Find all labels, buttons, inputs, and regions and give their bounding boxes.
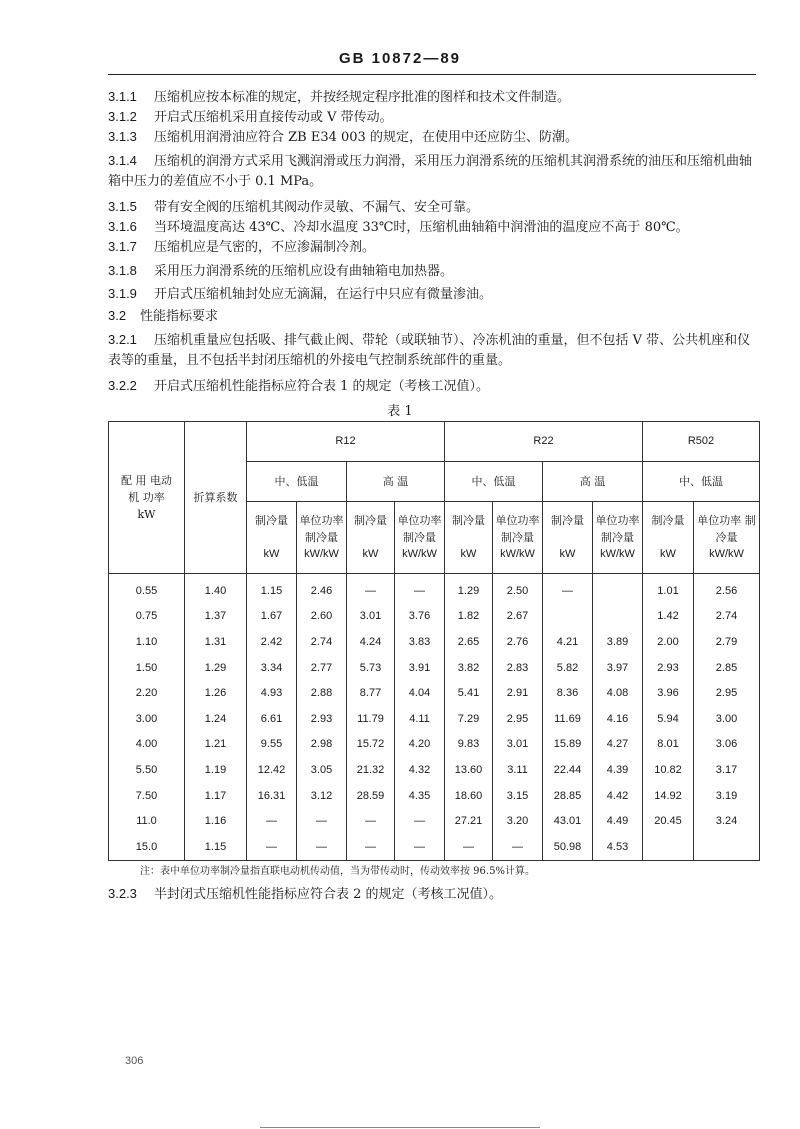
value-cell: 3.06 — [694, 732, 760, 758]
paragraph — [108, 376, 758, 397]
value-cell: 2.60 — [297, 604, 347, 630]
temp-group-header: 高 温 — [543, 462, 643, 502]
value-cell: 4.20 — [395, 732, 445, 758]
motor-power-cell: 3.00 — [109, 706, 185, 732]
clause-number: 3.1.4 — [108, 153, 137, 168]
table-row — [109, 783, 760, 809]
value-cell: 3.20 — [493, 808, 543, 834]
clause-number: 3.2.3 — [108, 886, 137, 901]
temp-group-header: 中、低温 — [247, 462, 347, 502]
value-cell — [593, 574, 643, 604]
clause-text: 压缩机应是气密的，不应渗漏制冷剂。 — [154, 240, 376, 255]
table-row — [109, 629, 760, 655]
refrigerant-r502-header: R502 — [643, 422, 760, 462]
table-row — [109, 808, 760, 834]
paragraph — [108, 87, 758, 108]
temp-group-header: 中、低温 — [643, 462, 760, 502]
value-cell: 5.94 — [643, 706, 694, 732]
value-cell: 2.46 — [297, 574, 347, 604]
table-row — [109, 706, 760, 732]
value-cell: 1.67 — [247, 604, 297, 630]
table-row — [109, 655, 760, 681]
table-row — [109, 604, 760, 630]
value-cell: 2.91 — [493, 680, 543, 706]
paragraph-3-2-3 — [108, 884, 758, 905]
value-cell: 22.44 — [543, 757, 593, 783]
paragraph — [108, 107, 758, 128]
value-cell: 13.60 — [445, 757, 493, 783]
table-row — [109, 574, 760, 604]
motor-power-cell: 0.75 — [109, 604, 185, 630]
value-cell: 4.93 — [247, 680, 297, 706]
header-unit: kW — [362, 548, 379, 560]
clause-number: 3.1.2 — [108, 109, 137, 124]
clause-text: 带有安全阀的压缩机其阀动作灵敏、不漏气、安全可靠。 — [154, 200, 480, 215]
paragraph — [108, 261, 758, 282]
header-label: 单位功率 制冷量 — [697, 514, 756, 544]
value-cell: 2.56 — [694, 574, 760, 604]
value-cell: — — [297, 834, 347, 860]
header-unit: kW/kW — [402, 548, 437, 560]
value-cell: 3.76 — [395, 604, 445, 630]
paragraph — [108, 197, 758, 218]
value-cell: 2.74 — [694, 604, 760, 630]
value-cell: 50.98 — [543, 834, 593, 860]
page-number: 306 — [125, 1055, 144, 1067]
header-label: 单位功率 制冷量 — [495, 514, 540, 544]
header-unit: kW/kW — [304, 548, 339, 560]
value-cell: 9.83 — [445, 732, 493, 758]
clause-number: 3.2.2 — [108, 378, 137, 393]
factor-cell: 1.21 — [185, 732, 247, 758]
paragraph — [108, 330, 758, 371]
value-cell: 8.36 — [543, 680, 593, 706]
value-cell: 4.08 — [593, 680, 643, 706]
value-cell: 2.98 — [297, 732, 347, 758]
value-cell: 3.12 — [297, 783, 347, 809]
clause-text: 开启式压缩机性能指标应符合表 1 的规定（考核工况值）。 — [154, 379, 490, 394]
value-cell: 4.53 — [593, 834, 643, 860]
clause-number: 3.2 — [108, 308, 127, 323]
value-cell: 4.39 — [593, 757, 643, 783]
value-cell: 3.97 — [593, 655, 643, 681]
motor-power-cell: 11.0 — [109, 808, 185, 834]
table-row — [109, 680, 760, 706]
factor-cell: 1.26 — [185, 680, 247, 706]
value-cell: 4.24 — [347, 629, 395, 655]
temp-group-header: 高 温 — [347, 462, 445, 502]
motor-power-header: 配 用 电动机 功率 kW — [109, 422, 185, 574]
clause-number: 3.1.5 — [108, 199, 137, 214]
value-cell: 27.21 — [445, 808, 493, 834]
table-row — [109, 834, 760, 860]
factor-cell: 1.24 — [185, 706, 247, 732]
value-cell: 3.05 — [297, 757, 347, 783]
clause-number: 3.1.7 — [108, 239, 137, 254]
clause-number: 3.1.3 — [108, 129, 137, 144]
paragraph — [108, 217, 758, 238]
value-cell: — — [395, 834, 445, 860]
value-cell: 3.83 — [395, 629, 445, 655]
clause-text: 开启式压缩机轴封处应无滴漏，在运行中只应有微量渗油。 — [154, 287, 493, 302]
header-unit: kW — [559, 548, 576, 560]
table-note: 注：表中单位功率制冷量指直联电动机传动值，当为带传动时，传动效率按 96.5%计算。 — [140, 866, 535, 877]
table-caption: 表 1 — [387, 404, 413, 419]
value-cell: — — [347, 574, 395, 604]
value-cell: 10.82 — [643, 757, 694, 783]
value-cell: — — [347, 834, 395, 860]
value-cell: 28.85 — [543, 783, 593, 809]
value-cell: 28.59 — [347, 783, 395, 809]
value-cell: 3.24 — [694, 808, 760, 834]
value-cell: 3.01 — [493, 732, 543, 758]
value-cell: 3.34 — [247, 655, 297, 681]
clause-text: 采用压力润滑系统的压缩机应设有曲轴箱电加热器。 — [154, 264, 454, 279]
factor-cell: 1.15 — [185, 834, 247, 860]
paragraph — [108, 151, 758, 192]
performance-table — [108, 421, 760, 861]
value-cell: 2.74 — [297, 629, 347, 655]
header-unit: kW/kW — [709, 548, 744, 560]
value-cell: 4.11 — [395, 706, 445, 732]
capacity-header — [543, 502, 593, 574]
factor-cell: 1.31 — [185, 629, 247, 655]
bottom-rule — [260, 1127, 540, 1128]
value-cell: 2.65 — [445, 629, 493, 655]
capacity-header — [445, 502, 493, 574]
value-cell — [543, 604, 593, 630]
header-unit: kW/kW — [500, 548, 535, 560]
motor-power-cell: 15.0 — [109, 834, 185, 860]
motor-power-cell: 5.50 — [109, 757, 185, 783]
value-cell — [643, 834, 694, 860]
value-cell: 8.01 — [643, 732, 694, 758]
header-label: 制冷量 — [354, 514, 387, 527]
header-rule — [108, 74, 756, 75]
value-cell: 11.69 — [543, 706, 593, 732]
clause-number: 3.1.9 — [108, 286, 137, 301]
value-cell: 4.27 — [593, 732, 643, 758]
factor-cell: 1.17 — [185, 783, 247, 809]
clause-number: 3.1.1 — [108, 89, 137, 104]
value-cell: 6.61 — [247, 706, 297, 732]
paragraph — [108, 284, 758, 305]
unit-capacity-header — [297, 502, 347, 574]
value-cell: 3.01 — [347, 604, 395, 630]
refrigerant-r22-header: R22 — [445, 422, 643, 462]
value-cell: 2.85 — [694, 655, 760, 681]
value-cell: 21.32 — [347, 757, 395, 783]
value-cell: 2.95 — [694, 680, 760, 706]
refrigerant-r12-header: R12 — [247, 422, 445, 462]
value-cell — [694, 834, 760, 860]
factor-cell: 1.16 — [185, 808, 247, 834]
header-unit: kW — [263, 548, 280, 560]
standard-code-header: GB 10872—89 — [338, 50, 462, 67]
value-cell: 9.55 — [247, 732, 297, 758]
value-cell: 2.77 — [297, 655, 347, 681]
value-cell: 18.60 — [445, 783, 493, 809]
header-label: 制冷量 — [255, 514, 288, 527]
value-cell: 4.21 — [543, 629, 593, 655]
value-cell: 7.29 — [445, 706, 493, 732]
value-cell: — — [543, 574, 593, 604]
header-unit: kW/kW — [600, 548, 635, 560]
clause-number: 3.1.6 — [108, 219, 137, 234]
factor-cell: 1.37 — [185, 604, 247, 630]
value-cell: — — [395, 574, 445, 604]
value-cell: 1.29 — [445, 574, 493, 604]
value-cell: 20.45 — [643, 808, 694, 834]
value-cell: 2.88 — [297, 680, 347, 706]
motor-power-cell: 1.50 — [109, 655, 185, 681]
value-cell: 5.82 — [543, 655, 593, 681]
header-label: 制冷量 — [452, 514, 485, 527]
value-cell: 1.01 — [643, 574, 694, 604]
header-label: 单位功率 制冷量 — [397, 514, 442, 544]
clause-text: 压缩机用润滑油应符合 ZB E34 003 的规定，在使用中还应防尘、防潮。 — [154, 130, 578, 145]
clause-text: 压缩机的润滑方式采用飞溅润滑或压力润滑，采用压力润滑系统的压缩机其润滑系统的油压和压缩机曲轴箱中压力的差值应不小于 0.1 MPa。 — [108, 154, 753, 189]
value-cell: 4.32 — [395, 757, 445, 783]
conversion-factor-header: 折算系数 — [185, 422, 247, 574]
factor-cell: 1.40 — [185, 574, 247, 604]
value-cell: 4.42 — [593, 783, 643, 809]
motor-power-cell: 2.20 — [109, 680, 185, 706]
value-cell: 2.93 — [643, 655, 694, 681]
factor-cell: 1.29 — [185, 655, 247, 681]
motor-power-cell: 4.00 — [109, 732, 185, 758]
value-cell: 2.42 — [247, 629, 297, 655]
factor-cell: 1.19 — [185, 757, 247, 783]
value-cell: 2.00 — [643, 629, 694, 655]
clause-number: 3.1.8 — [108, 263, 137, 278]
value-cell: 2.93 — [297, 706, 347, 732]
value-cell: 3.82 — [445, 655, 493, 681]
capacity-header — [247, 502, 297, 574]
table-row — [109, 757, 760, 783]
value-cell: 5.41 — [445, 680, 493, 706]
header-label: 制冷量 — [651, 514, 685, 527]
value-cell: 3.15 — [493, 783, 543, 809]
value-cell: — — [395, 808, 445, 834]
value-cell: 3.89 — [593, 629, 643, 655]
value-cell: 4.49 — [593, 808, 643, 834]
value-cell: 15.72 — [347, 732, 395, 758]
temp-group-header: 中、低温 — [445, 462, 543, 502]
clause-text: 开启式压缩机采用直接传动或 V 带传动。 — [154, 110, 393, 125]
value-cell: 3.17 — [694, 757, 760, 783]
unit-capacity-header — [694, 502, 760, 574]
value-cell: 3.96 — [643, 680, 694, 706]
value-cell: 1.42 — [643, 604, 694, 630]
capacity-header — [347, 502, 395, 574]
header-unit: kW — [460, 548, 477, 560]
value-cell: 2.95 — [493, 706, 543, 732]
motor-power-cell: 1.10 — [109, 629, 185, 655]
clause-text: 性能指标要求 — [140, 309, 219, 324]
motor-power-cell: 7.50 — [109, 783, 185, 809]
clause-text: 压缩机应按本标准的规定，并按经规定程序批准的图样和技术文件制造。 — [154, 90, 571, 105]
value-cell: 2.50 — [493, 574, 543, 604]
header-unit: kW — [660, 548, 676, 560]
value-cell: 2.83 — [493, 655, 543, 681]
clause-number: 3.2.1 — [108, 332, 137, 347]
header-label: 制冷量 — [551, 514, 584, 527]
clause-text: 半封闭式压缩机性能指标应符合表 2 的规定（考核工况值）。 — [154, 887, 503, 902]
paragraph — [108, 237, 758, 258]
capacity-header — [643, 502, 694, 574]
value-cell: 5.73 — [347, 655, 395, 681]
value-cell: 16.31 — [247, 783, 297, 809]
value-cell: 3.11 — [493, 757, 543, 783]
value-cell: 15.89 — [543, 732, 593, 758]
value-cell: 1.15 — [247, 574, 297, 604]
clause-text: 当环境温度高达 43℃、冷却水温度 33℃时，压缩机曲轴箱中润滑油的温度应不高于 80℃。 — [154, 220, 689, 235]
value-cell: 4.04 — [395, 680, 445, 706]
paragraph — [108, 127, 758, 148]
value-cell: — — [493, 834, 543, 860]
value-cell: 8.77 — [347, 680, 395, 706]
value-cell: 3.19 — [694, 783, 760, 809]
value-cell: 43.01 — [543, 808, 593, 834]
value-cell: — — [445, 834, 493, 860]
unit-capacity-header — [395, 502, 445, 574]
value-cell — [593, 604, 643, 630]
value-cell: — — [347, 808, 395, 834]
paragraph — [108, 306, 758, 327]
value-cell: 4.16 — [593, 706, 643, 732]
value-cell: 11.79 — [347, 706, 395, 732]
motor-power-cell: 0.55 — [109, 574, 185, 604]
value-cell: — — [297, 808, 347, 834]
value-cell: 14.92 — [643, 783, 694, 809]
value-cell: 2.67 — [493, 604, 543, 630]
value-cell: 12.42 — [247, 757, 297, 783]
unit-capacity-header — [593, 502, 643, 574]
value-cell: 3.00 — [694, 706, 760, 732]
clause-text: 压缩机重量应包括吸、排气截止阀、带轮（或联轴节）、冷冻机油的重量，但不包括 V 带、公共机座和仪表等的重量，且不包括半封闭压缩机的外接电气控制系统部件的重量。 — [108, 333, 751, 368]
value-cell: 2.79 — [694, 629, 760, 655]
value-cell: 3.91 — [395, 655, 445, 681]
value-cell: 4.35 — [395, 783, 445, 809]
header-label: 单位功率 制冷量 — [299, 514, 344, 544]
unit-capacity-header — [493, 502, 543, 574]
value-cell: — — [247, 834, 297, 860]
table-row — [109, 732, 760, 758]
value-cell: 2.76 — [493, 629, 543, 655]
value-cell: — — [247, 808, 297, 834]
header-label: 单位功率 制冷量 — [595, 514, 640, 544]
value-cell: 1.82 — [445, 604, 493, 630]
